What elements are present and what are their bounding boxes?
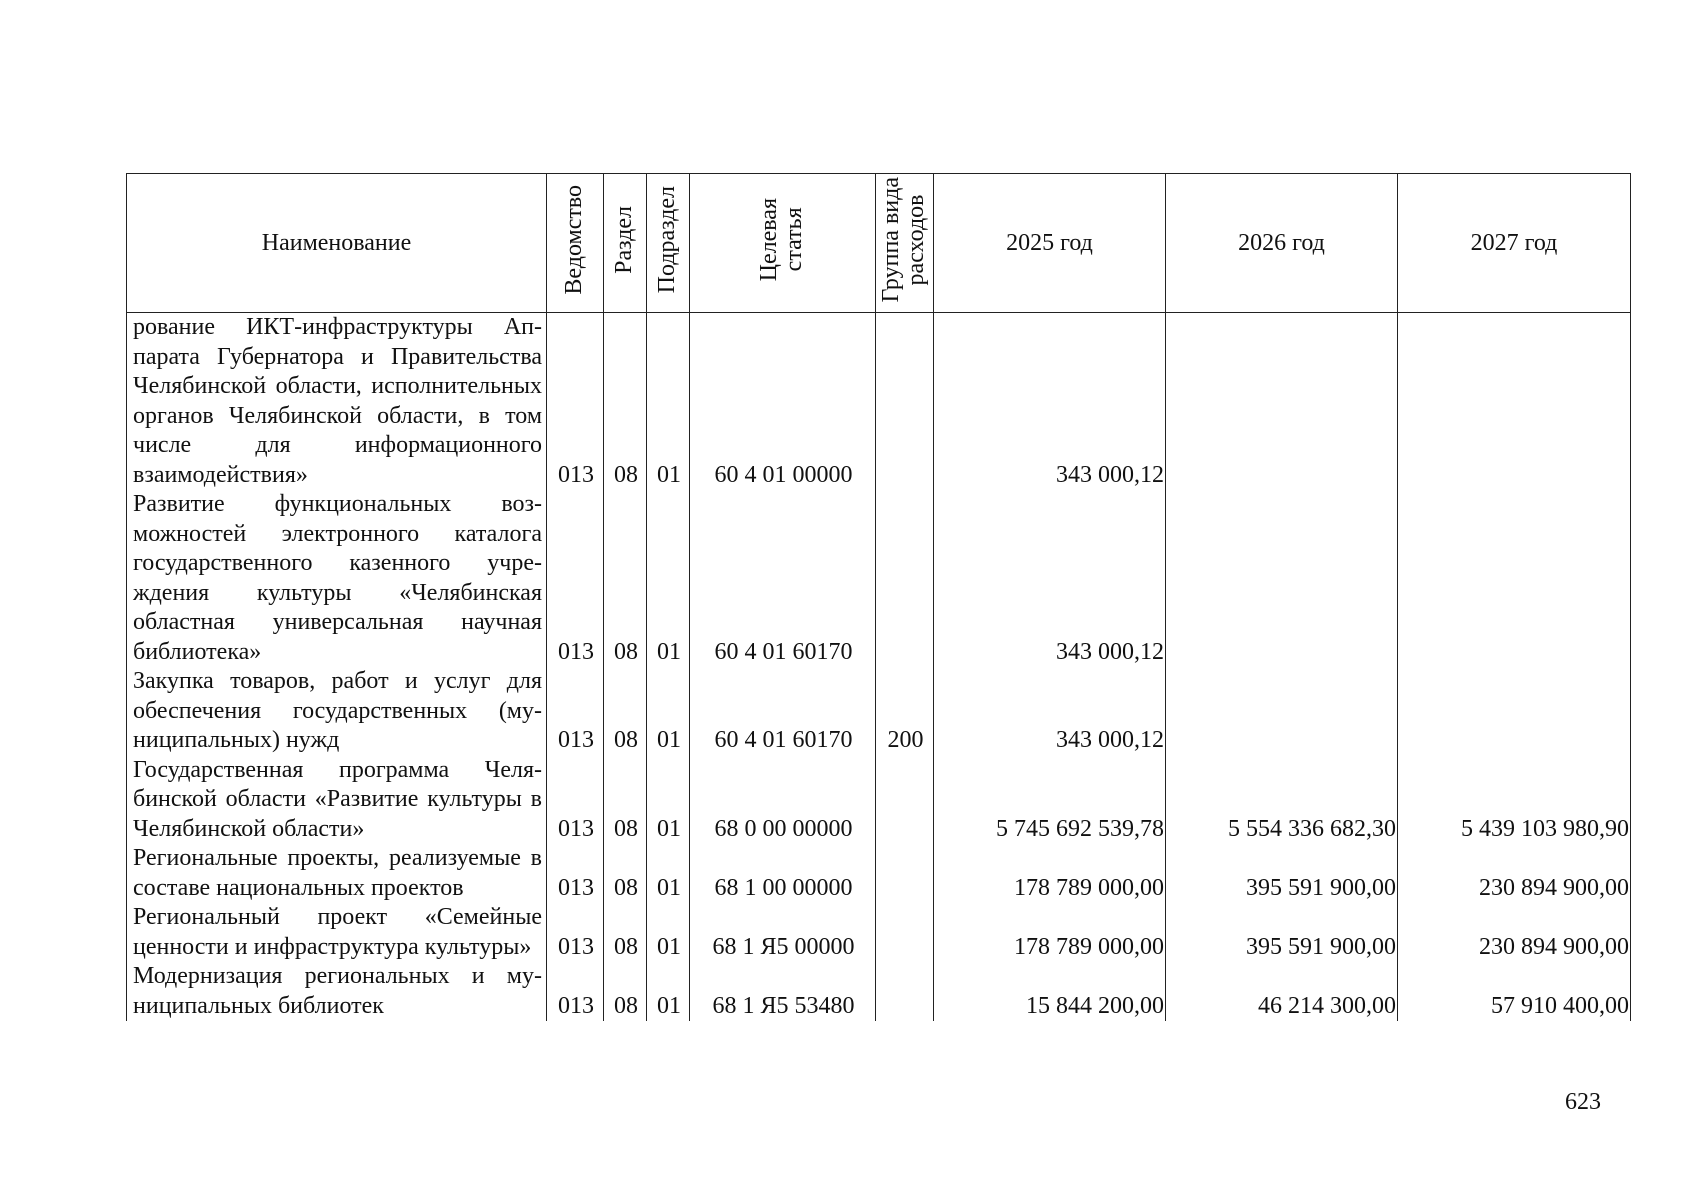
row-amount-2025: 343 000,12 [934,490,1166,667]
header-section: Раздел [604,174,647,313]
row-section: 08 [604,313,647,491]
row-name: рование ИКТ-инфраструктуры Аппарата Губернатора и Правительства Челябинской области, исполнительных органов Челябинской области, в том числе для информационного взаимодействия» [127,313,547,491]
table-row [127,903,1631,962]
header-subsection: Подраздел [647,174,690,313]
row-amount-2025: 343 000,12 [934,313,1166,491]
row-amount-2027: 57 910 400,00 [1398,962,1631,1021]
row-target-article: 68 1 00 00000 [690,844,876,903]
row-name: Региональный проект «Семейные ценности и инфраструктура культуры» [127,903,547,962]
row-expense-group [876,844,934,903]
row-expense-group [876,962,934,1021]
row-amount-2026: 395 591 900,00 [1166,844,1398,903]
table-row [127,313,1631,491]
row-target-article: 68 0 00 00000 [690,756,876,845]
header-year-2027: 2027 год [1398,174,1631,313]
header-expense-group: Группа вида расходов [876,174,934,313]
row-section: 08 [604,903,647,962]
header-year-2025: 2025 год [934,174,1166,313]
table-row [127,667,1631,756]
row-subsection: 01 [647,313,690,491]
row-target-article: 68 1 Я5 00000 [690,903,876,962]
row-expense-group [876,313,934,491]
row-subsection: 01 [647,844,690,903]
row-expense-group [876,490,934,667]
budget-table [126,173,1631,1021]
row-subsection: 01 [647,667,690,756]
row-expense-group [876,903,934,962]
row-section: 08 [604,756,647,845]
row-name: Региональные проекты, реализуемые в составе национальных проектов [127,844,547,903]
row-name: Закупка товаров, работ и услуг для обеспечения государственных (муниципальных) нужд [127,667,547,756]
row-department: 013 [547,903,604,962]
row-subsection: 01 [647,962,690,1021]
page-number: 623 [1565,1089,1601,1115]
row-amount-2026 [1166,490,1398,667]
row-amount-2025: 178 789 000,00 [934,844,1166,903]
row-amount-2027 [1398,667,1631,756]
row-amount-2027: 230 894 900,00 [1398,903,1631,962]
row-department: 013 [547,844,604,903]
table-row [127,962,1631,1021]
row-expense-group [876,756,934,845]
row-subsection: 01 [647,756,690,845]
row-amount-2025: 343 000,12 [934,667,1166,756]
row-section: 08 [604,844,647,903]
row-department: 013 [547,490,604,667]
row-department: 013 [547,756,604,845]
row-amount-2026: 395 591 900,00 [1166,903,1398,962]
row-name: Модернизация региональных и муниципальных библиотек [127,962,547,1021]
row-name: Государственная программа Челябинской области «Развитие культуры в Челябинской области» [127,756,547,845]
row-amount-2025: 178 789 000,00 [934,903,1166,962]
row-section: 08 [604,962,647,1021]
row-subsection: 01 [647,490,690,667]
row-section: 08 [604,667,647,756]
row-target-article: 60 4 01 60170 [690,490,876,667]
row-amount-2025: 5 745 692 539,78 [934,756,1166,845]
table-header-row [127,174,1631,313]
table-row [127,756,1631,845]
row-target-article: 60 4 01 60170 [690,667,876,756]
row-amount-2026: 5 554 336 682,30 [1166,756,1398,845]
row-department: 013 [547,667,604,756]
row-amount-2026: 46 214 300,00 [1166,962,1398,1021]
row-target-article: 68 1 Я5 53480 [690,962,876,1021]
row-amount-2026 [1166,667,1398,756]
header-department: Ведомство [547,174,604,313]
row-section: 08 [604,490,647,667]
row-subsection: 01 [647,903,690,962]
header-year-2026: 2026 год [1166,174,1398,313]
row-name: Развитие функциональных возможностей электронного каталога государственного казенного учреждения культуры «Челябинская областная универсальная научная библиотека» [127,490,547,667]
header-name: Наименование [127,174,547,313]
row-amount-2027 [1398,490,1631,667]
row-amount-2027: 230 894 900,00 [1398,844,1631,903]
row-department: 013 [547,962,604,1021]
header-target-article: Целевая статья [690,174,876,313]
row-department: 013 [547,313,604,491]
row-amount-2025: 15 844 200,00 [934,962,1166,1021]
row-target-article: 60 4 01 00000 [690,313,876,491]
row-expense-group: 200 [876,667,934,756]
row-amount-2026 [1166,313,1398,491]
table-row [127,490,1631,667]
row-amount-2027: 5 439 103 980,90 [1398,756,1631,845]
table-row [127,844,1631,903]
row-amount-2027 [1398,313,1631,491]
